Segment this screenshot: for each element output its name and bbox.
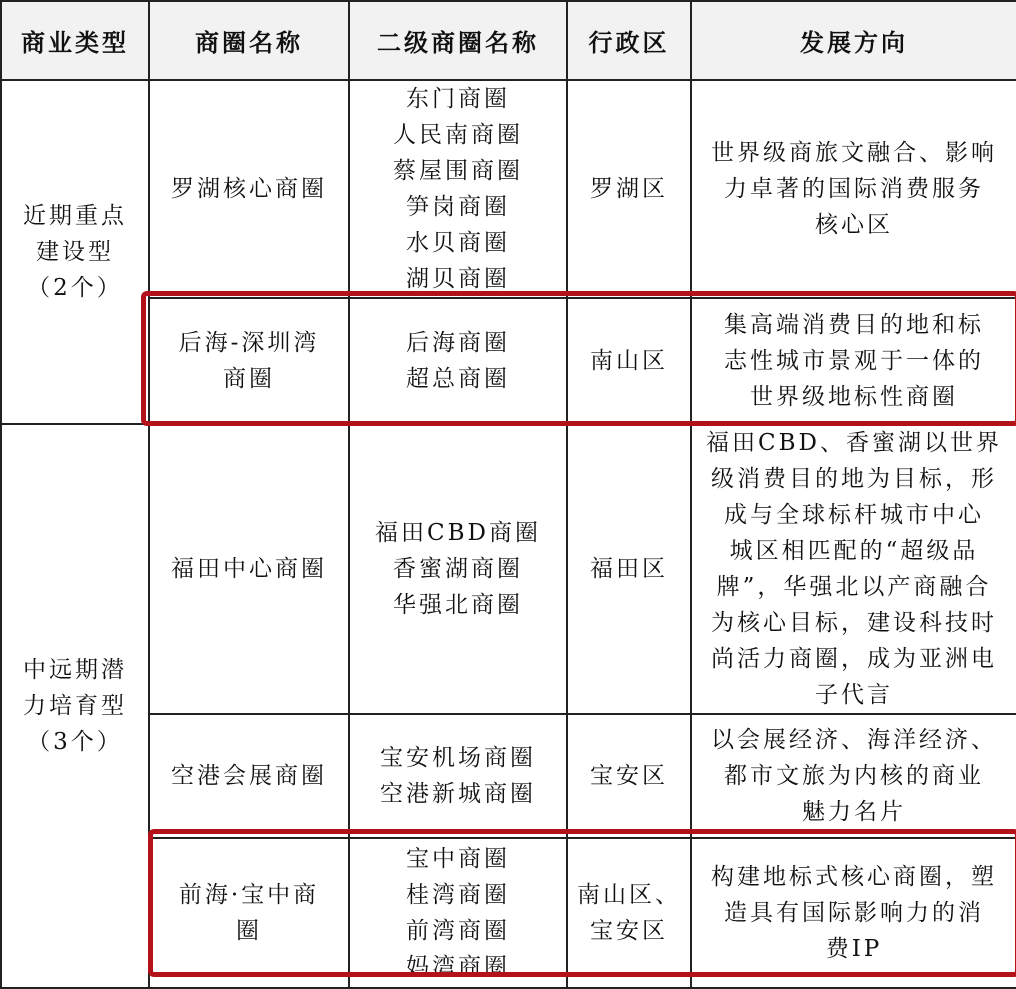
table-row xyxy=(1,838,1016,988)
header-sub-district-name: 二级商圈名称 xyxy=(349,1,567,80)
header-district-name: 商圈名称 xyxy=(149,1,349,80)
sub-district-cell: 东门商圈 人民南商圈 蔡屋围商圈 笋岗商圈 水贝商圈 湖贝商圈 xyxy=(349,80,567,298)
development-direction-cell: 福田CBD、香蜜湖以世界 级消费目的地为目标，形 成与全球标杆城市中心 城区相匹配的“超级品 牌”，华强北以产商融合 为核心目标，建设科技时 尚活力商圈，成为亚洲电 子代言 xyxy=(691,424,1016,714)
development-direction-cell: 以会展经济、海洋经济、 都市文旅为内核的商业 魅力名片 xyxy=(691,714,1016,838)
admin-area-cell: 福田区 xyxy=(567,424,691,714)
district-name-cell: 罗湖核心商圈 xyxy=(149,80,349,298)
sub-district-cell: 宝安机场商圈 空港新城商圈 xyxy=(349,714,567,838)
business-type-cell: 中远期潜 力培育型 （3个） xyxy=(1,424,149,988)
table-row xyxy=(1,424,1016,714)
sub-district-cell: 后海商圈 超总商圈 xyxy=(349,298,567,424)
table-row xyxy=(1,80,1016,298)
table-row xyxy=(1,298,1016,424)
admin-area-cell: 南山区 xyxy=(567,298,691,424)
header-development-direction: 发展方向 xyxy=(691,1,1016,80)
business-type-cell: 近期重点 建设型 （2个） xyxy=(1,80,149,424)
district-name-cell: 空港会展商圈 xyxy=(149,714,349,838)
admin-area-cell: 宝安区 xyxy=(567,714,691,838)
development-direction-cell: 构建地标式核心商圈，塑 造具有国际影响力的消 费IP xyxy=(691,838,1016,988)
header-business-type: 商业类型 xyxy=(1,1,149,80)
table-row xyxy=(1,714,1016,838)
development-direction-cell: 世界级商旅文融合、影响 力卓著的国际消费服务 核心区 xyxy=(691,80,1016,298)
admin-area-cell: 罗湖区 xyxy=(567,80,691,298)
header-admin-area: 行政区 xyxy=(567,1,691,80)
district-name-cell: 后海-深圳湾 商圈 xyxy=(149,298,349,424)
sub-district-cell: 福田CBD商圈 香蜜湖商圈 华强北商圈 xyxy=(349,424,567,714)
development-direction-cell: 集高端消费目的地和标 志性城市景观于一体的 世界级地标性商圈 xyxy=(691,298,1016,424)
district-name-cell: 前海·宝中商 圈 xyxy=(149,838,349,988)
sub-district-cell: 宝中商圈 桂湾商圈 前湾商圈 妈湾商圈 xyxy=(349,838,567,988)
admin-area-cell: 南山区、 宝安区 xyxy=(567,838,691,988)
district-name-cell: 福田中心商圈 xyxy=(149,424,349,714)
table-header-row xyxy=(1,1,1016,80)
